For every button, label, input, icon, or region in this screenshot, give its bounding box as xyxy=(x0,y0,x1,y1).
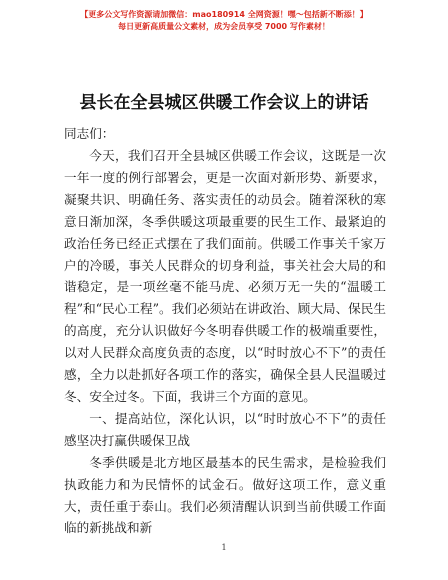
greeting: 同志们： xyxy=(64,126,115,141)
paragraph-intro: 今天，我们召开全县城区供暖工作会议，这既是一次一年一度的例行部署会，更是一次面对新形势、新要求，凝聚共识、明确任务、落实责任的动员会。随着深秋的寒意日渐加深，冬季供暖这项最重要的民生工作、最紧迫的政治任务已经正式摆在了我们面前。供暖工作事关千家万户的冷暖，事关人民群众的切身利益，事关社会大局的和谐稳定，是一项丝毫不能马虎、必须万无一失的“温暖工程”和“民心工程”。我们必须站在讲政治、顾大局、保民生的高度，充分认识做好今冬明春供暖工作的极端重要性，以对人民群众高度负责的态度，以“时时放心不下”的责任感，全力以赴抓好各项工作的落实，确保全县人民温暖过冬、安全过冬。下面，我讲三个方面的意见。 xyxy=(64,148,386,404)
section-heading-1: 一、提高站位，深化认识，以“时时放心不下”的责任感坚决打赢供暖保卫战 xyxy=(64,410,386,448)
promo-banner-line-1: 【更多公文写作资源请加微信：mao180914 全网资源！嘿～包括新不断添！】 xyxy=(80,10,368,19)
document-title: 县长在全县城区供暖工作会议上的讲话 xyxy=(79,93,369,113)
promo-banner-line-2: 每日更新高质量公文素材，成为会员享受 7000 写作素材！ xyxy=(118,22,330,31)
paragraph-section-1: 冬季供暖是北方地区最基本的民生需求，是检验我们执政能力和为民情怀的试金石。做好这项工作，意义重大，责任重于泰山。我们必须清醒认识到当前供暖工作面临的新挑战和新 xyxy=(64,454,386,536)
page-number: 1 xyxy=(221,543,227,552)
document-body xyxy=(64,145,386,539)
